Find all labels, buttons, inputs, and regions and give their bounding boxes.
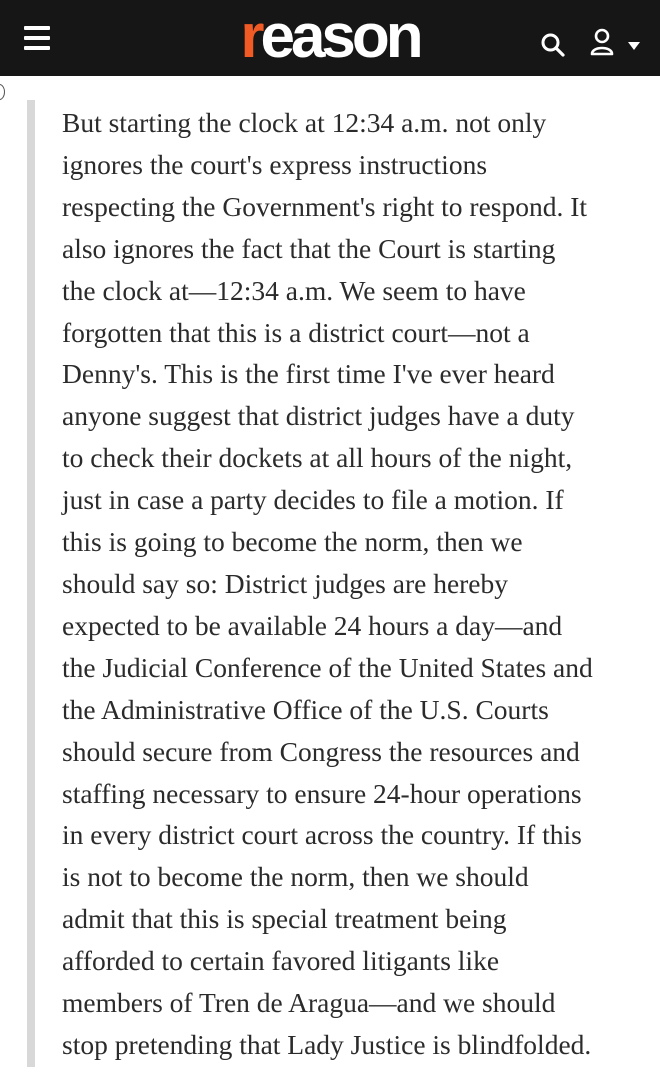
article-blockquote — [62, 102, 654, 1066]
quote-line: expected to be available 24 hours a day—and — [62, 609, 563, 641]
quote-line: staffing necessary to ensure 24-hour operations — [62, 777, 582, 809]
quote-line: Denny's. This is the first time I've ever heard — [62, 358, 555, 390]
quote-line: in every district court across the country. If this — [62, 819, 582, 851]
menu-line — [24, 36, 50, 40]
quote-line: this is going to become the norm, then we — [62, 526, 523, 558]
quote-line: But starting the clock at 12:34 a.m. not only — [62, 107, 547, 138]
quote-line: should say so: District judges are hereby — [62, 567, 509, 599]
quote-line: ignores the court's express instructions — [62, 148, 488, 180]
quote-line: admit that this is special treatment being — [62, 903, 507, 935]
quote-line: to check their dockets at all hours of the night, — [62, 442, 573, 474]
quote-line: the Administrative Office of the U.S. Courts — [62, 693, 549, 725]
user-icon[interactable] — [590, 28, 614, 56]
quote-line: afforded to certain favored litigants like — [62, 945, 500, 977]
quote-line: should secure from Congress the resources and — [62, 735, 580, 767]
quote-line: also ignores the fact that the Court is starting — [62, 232, 556, 264]
quote-line: stop pretending that Lady Justice is blindfolded. — [62, 1028, 592, 1060]
quote-line: is not to become the norm, then we should — [62, 861, 529, 893]
quote-line: the Judicial Conference of the United States and — [62, 651, 593, 683]
quote-line: just in case a party decides to file a motion. If — [62, 484, 564, 516]
quote-line: members of Tren de Aragua—and we should — [62, 987, 556, 1019]
menu-line — [24, 26, 50, 30]
hamburger-menu-icon[interactable] — [24, 26, 50, 50]
quote-line: respecting the Government's right to respond. It — [62, 190, 588, 222]
logo-accent-letter: r — [240, 2, 261, 71]
blockquote-border — [27, 100, 35, 1067]
edge-fragment — [0, 84, 5, 100]
quote-line: anyone suggest that district judges have a duty — [62, 400, 575, 432]
top-navigation-bar — [0, 0, 660, 76]
quote-line: the clock at—12:34 a.m. We seem to have — [62, 274, 526, 306]
quote-line: forgotten that this is a district court—not a — [62, 316, 530, 348]
reason-logo[interactable] — [240, 4, 419, 70]
menu-line — [24, 46, 50, 50]
caret-down-icon[interactable] — [627, 38, 641, 48]
logo-rest-letters: eason — [260, 2, 420, 71]
search-icon[interactable] — [540, 32, 566, 58]
